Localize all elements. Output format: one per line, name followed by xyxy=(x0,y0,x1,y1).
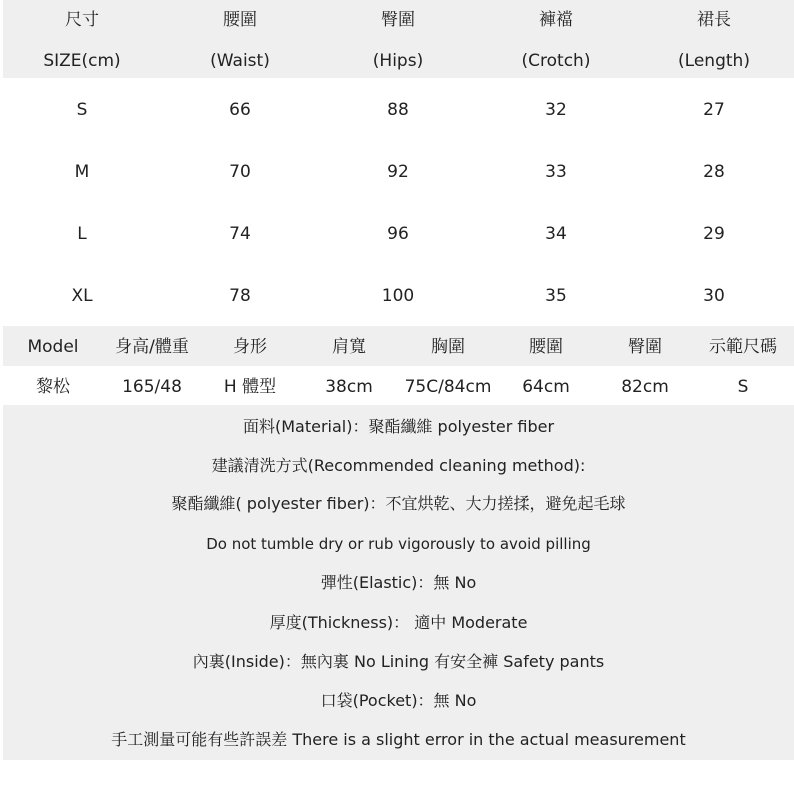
length-cell: 28 xyxy=(703,162,725,182)
crotch-header-en: (Crotch) xyxy=(521,51,591,71)
crotch-cell: 34 xyxy=(545,224,567,244)
length-header-zh: 裙長 xyxy=(697,10,731,30)
size-cell: XL xyxy=(71,286,93,306)
bust-header-cell: 胸圍 xyxy=(431,337,465,357)
hips-cell: 88 xyxy=(387,100,409,120)
size-cell: L xyxy=(77,224,87,244)
length-header-en: (Length) xyxy=(678,51,750,71)
hips-cell: 100 xyxy=(381,286,415,306)
product-notes xyxy=(3,405,794,760)
shoulder-cell: 38cm xyxy=(325,377,373,397)
crotch-cell: 35 xyxy=(545,286,567,306)
length-cell: 29 xyxy=(703,224,725,244)
crotch-header-zh: 褲襠 xyxy=(539,10,573,30)
thickness-note: 厚度(Thickness)： 適中 Moderate xyxy=(269,613,528,632)
sample-size-cell: S xyxy=(737,377,749,397)
hips-cell: 82cm xyxy=(621,377,669,397)
model-header-cell: Model xyxy=(27,337,79,357)
size-header-en: SIZE(cm) xyxy=(43,51,121,71)
measurement-note: 手工測量可能有些許誤差 There is a slight error in the actual measurement xyxy=(111,730,686,749)
size-header-zh: 尺寸 xyxy=(65,10,99,30)
crotch-cell: 33 xyxy=(545,162,567,182)
hips-cell: 96 xyxy=(387,224,409,244)
bust-cell: 75C/84cm xyxy=(404,377,492,397)
cleaning-note-en: Do not tumble dry or rub vigorously to avoid pilling xyxy=(206,535,591,553)
waist-cell: 74 xyxy=(229,224,251,244)
hips-header-zh: 臀圍 xyxy=(381,10,415,30)
waist-header-cell: 腰圍 xyxy=(529,337,563,357)
waist-cell: 64cm xyxy=(522,377,570,397)
hips-header-cell: 臀圍 xyxy=(628,337,662,357)
cleaning-note-zh: 聚酯纖維( polyester fiber)：不宜烘乾、大力搓揉，避免起毛球 xyxy=(171,494,626,513)
length-cell: 30 xyxy=(703,286,725,306)
hips-header-en: (Hips) xyxy=(372,51,424,71)
pocket-note: 口袋(Pocket)：無 No xyxy=(320,691,477,710)
hips-cell: 92 xyxy=(387,162,409,182)
material-note: 面料(Material)：聚酯纖維 polyester fiber xyxy=(242,417,555,436)
waist-cell: 78 xyxy=(229,286,251,306)
crotch-cell: 32 xyxy=(545,100,567,120)
waist-header-en: (Waist) xyxy=(210,51,270,71)
elastic-note: 彈性(Elastic)：無 No xyxy=(320,573,477,592)
length-cell: 27 xyxy=(703,100,725,120)
waist-cell: 70 xyxy=(229,162,251,182)
sample-size-header-cell: 示範尺碼 xyxy=(709,337,777,357)
waist-header-zh: 腰圍 xyxy=(223,10,257,30)
body-shape-cell: H 體型 xyxy=(223,377,277,397)
height-weight-cell: 165/48 xyxy=(122,377,182,397)
lining-note: 內裏(Inside)：無內裏 No Lining 有安全褲 Safety pants xyxy=(192,652,605,671)
model-name-cell: 黎松 xyxy=(36,377,70,397)
size-cell: S xyxy=(76,100,88,120)
height-weight-header-cell: 身高/體重 xyxy=(115,337,189,357)
cleaning-heading: 建議清洗方式(Recommended cleaning method): xyxy=(211,456,586,475)
waist-cell: 66 xyxy=(229,100,251,120)
shoulder-header-cell: 肩寬 xyxy=(332,337,366,357)
body-shape-header-cell: 身形 xyxy=(233,337,267,357)
size-cell: M xyxy=(74,162,90,182)
